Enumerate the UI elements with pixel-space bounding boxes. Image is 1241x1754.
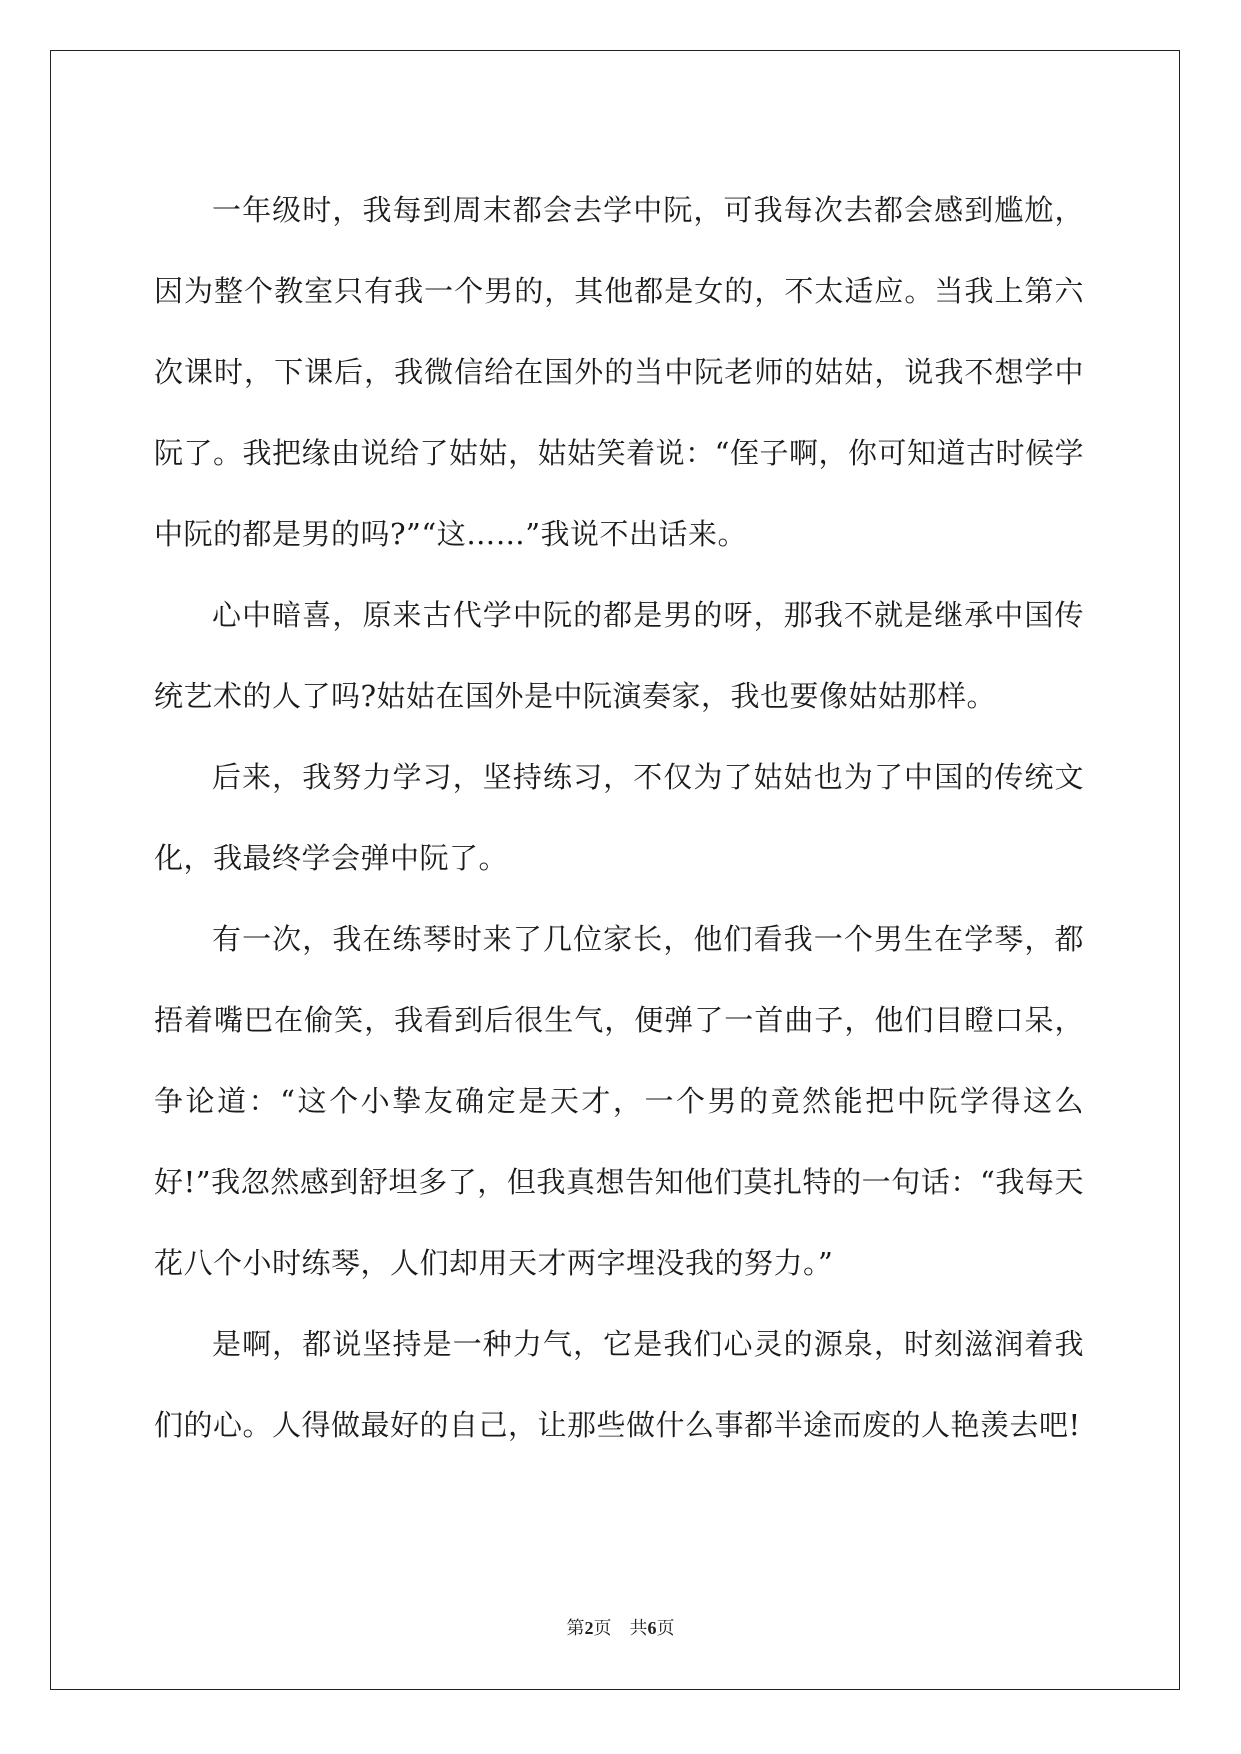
page-current-number: 2 — [584, 1618, 594, 1638]
paragraph-1: 一年级时，我每到周末都会去学中阮，可我每次去都会感到尴尬，因为整个教室只有我一个男的，其他都是女的，不太适应。当我上第六次课时，下课后，我微信给在国外的当中阮老师的姑姑，说我不想学中阮了。我把缘由说给了姑姑，姑姑笑着说：“侄子啊，你可知道古时候学中阮的都是男的吗?”“这……”我说不出话来。 — [154, 193, 1084, 551]
page-total-number: 6 — [647, 1618, 657, 1638]
page-mid: 页 共 — [593, 1618, 648, 1639]
page-suffix: 页 — [656, 1618, 675, 1639]
page-prefix: 第 — [566, 1618, 585, 1639]
page-footer — [0, 1614, 1241, 1640]
paragraph-4: 有一次，我在练琴时来了几位家长，他们看我一个男生在学琴，都捂着嘴巴在偷笑，我看到后很生气，便弹了一首曲子，他们目瞪口呆，争论道：“这个小挚友确定是天才，一个男的竟然能把中阮学得这么好!”我忽然感到舒坦多了，但我真想告知他们莫扎特的一句话：“我每天花八个小时练琴，人们却用天才两字埋没我的努力。” — [154, 922, 1084, 1280]
paragraph-2: 心中暗喜，原来古代学中阮的都是男的呀，那我不就是继承中国传统艺术的人了吗?姑姑在国外是中阮演奏家，我也要像姑姑那样。 — [154, 598, 1084, 713]
document-body — [154, 170, 1084, 1466]
paragraph-3: 后来，我努力学习，坚持练习，不仅为了姑姑也为了中国的传统文化，我最终学会弹中阮了。 — [154, 760, 1084, 875]
paragraph-5: 是啊，都说坚持是一种力气，它是我们心灵的源泉，时刻滋润着我们的心。人得做最好的自己，让那些做什么事都半途而废的人艳羡去吧! — [154, 1327, 1084, 1442]
